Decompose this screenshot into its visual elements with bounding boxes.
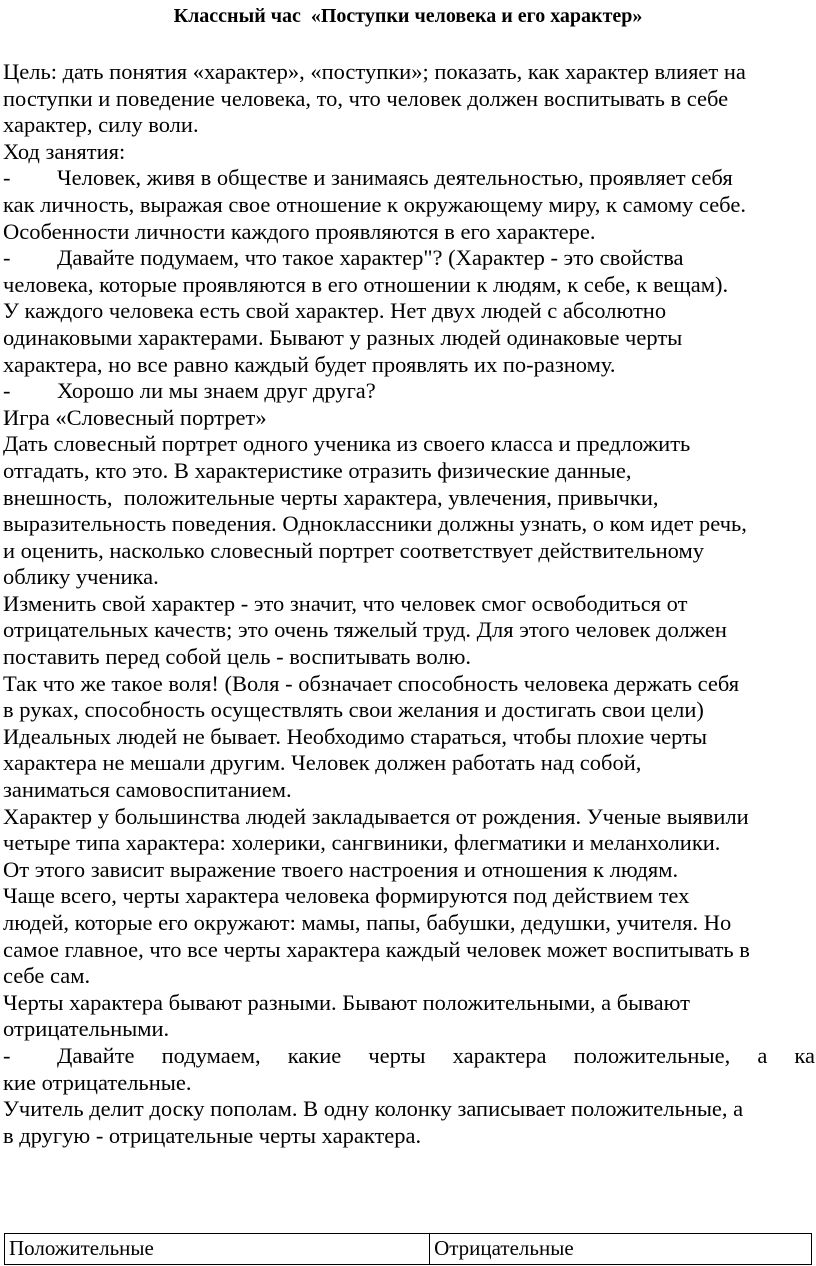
text-line-content: Игра «Словесный портрет» xyxy=(3,404,267,430)
text-line-content: отгадать, кто это. В характеристике отразить физические данные, xyxy=(3,457,632,483)
text-line-content: характера не мешали другим. Человек должен работать над собой, xyxy=(3,750,642,776)
text-line-content: От этого зависит выражение твоего настроения и отношения к людям. xyxy=(3,856,679,882)
text-line xyxy=(3,857,815,884)
text-line xyxy=(3,405,815,432)
text-line xyxy=(3,458,815,485)
text-line xyxy=(3,910,815,937)
text-line-content: в другую - отрицательные черты характера. xyxy=(3,1122,422,1148)
text-line-content: Ход занятия: xyxy=(3,138,126,164)
bullet-dash: - xyxy=(3,165,11,191)
text-line-content: себе сам. xyxy=(3,963,91,989)
text-line xyxy=(3,431,815,458)
text-line xyxy=(3,644,815,671)
text-line xyxy=(3,59,815,86)
text-line-content: в руках, способность осуществлять свои желания и достигать свои цели) xyxy=(3,697,704,723)
text-line-content: Черты характера бывают разными. Бывают положительными, а бывают xyxy=(3,989,690,1015)
text-line-content: Давайте подумаем, какие черты характера положительные, а ка xyxy=(57,1042,815,1068)
text-line-content: Особенности личности каждого проявляются в его характере. xyxy=(3,218,596,244)
text-line xyxy=(3,990,815,1017)
text-line xyxy=(3,139,815,166)
text-line xyxy=(3,671,815,698)
bullet-dash: - xyxy=(3,378,11,404)
text-line-content: заниматься самовоспитанием. xyxy=(3,777,292,803)
text-line-content: поступки и поведение человека, то, что человек должен воспитывать в себе xyxy=(3,85,729,111)
text-line xyxy=(3,963,815,990)
text-line xyxy=(3,192,815,219)
text-line xyxy=(3,1123,815,1150)
text-line xyxy=(3,165,815,192)
text-line-content: отрицательных качеств; это очень тяжелый труд. Для этого человек должен xyxy=(3,617,727,643)
text-line xyxy=(3,750,815,777)
text-line-content: Идеальных людей не бывает. Необходимо стараться, чтобы плохие черты xyxy=(3,723,708,749)
bullet-dash: - xyxy=(3,245,11,271)
text-line xyxy=(3,112,815,139)
text-line xyxy=(3,830,815,857)
table-header-row xyxy=(5,1234,812,1265)
text-line-content: У каждого человека есть свой характер. Нет двух людей с абсолютно xyxy=(3,298,667,324)
text-line-content: отрицательными. xyxy=(3,1016,170,1042)
text-line xyxy=(3,883,815,910)
text-line-content: как личность, выражая свое отношение к окружающему миру, к самому себе. xyxy=(3,191,746,217)
text-line xyxy=(3,219,815,246)
document-body xyxy=(3,59,815,1176)
text-line-content: самое главное, что все черты характера каждый человек может воспитывать в xyxy=(3,936,750,962)
text-line xyxy=(3,591,815,618)
text-line xyxy=(3,325,815,352)
text-line-content: Дать словесный портрет одного ученика из своего класса и предложить xyxy=(3,431,691,457)
text-line xyxy=(3,298,815,325)
text-line-content: поставить перед собой цель - воспитывать волю. xyxy=(3,644,472,670)
text-line-content: характер, силу воли. xyxy=(3,112,199,138)
text-line xyxy=(3,617,815,644)
text-line-content: Характер у большинства людей закладывается от рождения. Ученые выявили xyxy=(3,803,749,829)
text-line-content: Давайте подумаем, что такое характер"? (Характер - это свойства xyxy=(57,245,684,271)
text-line xyxy=(3,245,815,272)
text-line xyxy=(3,1096,815,1123)
text-line xyxy=(3,937,815,964)
text-line xyxy=(3,511,815,538)
text-line xyxy=(3,1043,815,1070)
text-line xyxy=(3,777,815,804)
text-line xyxy=(3,564,815,591)
text-line-content: Человек, живя в обществе и занимаясь деятельностью, проявляет себя xyxy=(57,165,733,191)
text-line-content: Хорошо ли мы знаем друг друга? xyxy=(57,378,376,404)
table-header-negative: Отрицательные xyxy=(430,1234,812,1265)
text-line xyxy=(3,378,815,405)
table-header-positive: Положительные xyxy=(5,1234,430,1265)
text-line-content: людей, которые его окружают: мамы, папы, бабушки, дедушки, учителя. Но xyxy=(3,910,732,935)
text-line-content: Так что же такое воля! (Воля - обзначает способность человека держать себя xyxy=(3,670,740,696)
text-line xyxy=(3,272,815,299)
text-line xyxy=(3,1016,815,1043)
traits-table-container xyxy=(4,1233,812,1265)
text-line-content: человека, которые проявляются в его отношении к людям, к себе, к вещам). xyxy=(3,271,729,297)
text-line xyxy=(3,804,815,831)
document-title: Классный час «Поступки человека и его характер» xyxy=(173,5,643,27)
text-line-content: выразительность поведения. Одноклассники должны узнать, о ком идет речь, xyxy=(3,511,747,537)
text-line xyxy=(3,485,815,512)
text-line xyxy=(3,86,815,113)
text-line xyxy=(3,352,815,379)
text-line-content: и оценить, насколько словесный портрет соответствует действительному xyxy=(3,537,704,563)
text-line xyxy=(3,538,815,565)
text-line-content: Чаще всего, черты характера человека формируются под действием тех xyxy=(3,883,690,909)
text-line-content: облику ученика. xyxy=(3,564,159,590)
text-line-content: Цель: дать понятия «характер», «поступки»; показать, как характер влияет на xyxy=(3,59,746,84)
bullet-dash: - xyxy=(3,1042,11,1068)
text-line xyxy=(3,697,815,724)
traits-table xyxy=(4,1233,812,1265)
text-line-content: характера, но все равно каждый будет проявлять их по-разному. xyxy=(3,351,616,377)
text-line-content: Учитель делит доску пополам. В одну колонку записывает положительные, а xyxy=(3,1096,744,1122)
text-line-content: кие отрицательные. xyxy=(3,1069,192,1095)
text-line-content: внешность, положительные черты характера, увлечения, привычки, xyxy=(3,484,659,510)
text-line-content: Изменить свой характер - это значит, что человек смог освободиться от xyxy=(3,590,688,616)
text-line xyxy=(3,1149,815,1176)
text-line-content: одинаковыми характерами. Бывают у разных людей одинаковые черты xyxy=(3,324,683,350)
text-line-content: четыре типа характера: холерики, сангвиники, флегматики и меланхолики. xyxy=(3,830,721,856)
text-line xyxy=(3,1070,815,1097)
text-line xyxy=(3,724,815,751)
